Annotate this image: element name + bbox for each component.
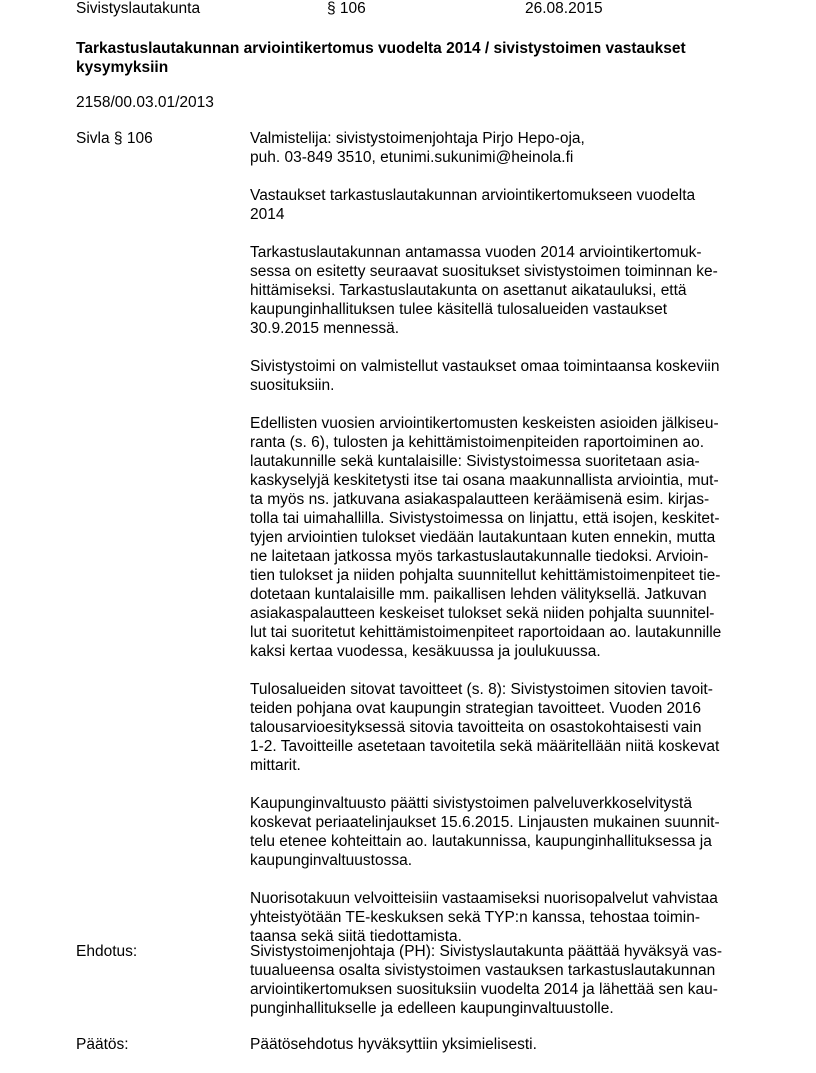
text-line: tien tulokset ja niiden pohjalta suunnitellut kehittämistoimenpiteet tie- — [250, 567, 721, 584]
proposal-body — [250, 942, 770, 1037]
text-line: ne laitetaan jatkossa myös tarkastuslautakunnalle tiedoksi. Arvioin- — [250, 548, 709, 565]
paragraph — [250, 889, 770, 946]
text-line: puh. 03-849 3510, etunimi.sukunimi@heinola.fi — [250, 149, 574, 166]
title-line: kysymyksiin — [76, 59, 169, 76]
text-line: asiakaspalautteen keskeiset tulokset sekä niiden pohjalta suunnitel- — [250, 605, 715, 622]
text-line: ranta (s. 6), tulosten ja kehittämistoimenpiteiden raportoiminen ao. — [250, 434, 705, 451]
text-line: Sivistystoimi on valmistellut vastaukset omaa toimintaansa koskeviin — [250, 358, 720, 375]
decision-body — [250, 1035, 770, 1073]
text-line: mittarit. — [250, 757, 301, 774]
text-line: 2014 — [250, 206, 285, 223]
text-line: arviointikertomuksen suosituksiin vuodelta 2014 ja lähettää sen kau- — [250, 981, 718, 998]
paragraph — [250, 357, 770, 395]
proposal-text — [250, 942, 770, 1018]
text-line: Valmistelija: sivistystoimenjohtaja Pirjo Hepo-oja, — [250, 130, 585, 147]
text-line: tyjen arviointien tulokset viedään lautakuntaan kuten ennekin, mutta — [250, 529, 716, 546]
text-line: kaskyselyjä keskitetysti itse tai osana maakunnallista arviointia, mut- — [250, 472, 719, 489]
text-line: kaupunginhallituksen tulee käsitellä tulosalueiden vastaukset — [250, 301, 668, 318]
document-title — [76, 39, 776, 77]
text-line: 1-2. Tavoitteille asetetaan tavoitetila sekä määritellään niitä koskevat — [250, 738, 720, 755]
text-line: dotetaan kuntalaisille mm. paikallisen lehden välityksellä. Jatkuvan — [250, 586, 707, 603]
text-line: yhteistyötään TE-keskuksen sekä TYP:n kanssa, tehostaa toimin- — [250, 909, 701, 926]
text-line: teiden pohjana ovat kaupungin strategian tavoitteet. Vuoden 2016 — [250, 700, 701, 717]
main-section-label: Sivla § 106 — [76, 130, 153, 147]
text-line: Vastaukset tarkastuslautakunnan arviointikertomukseen vuodelta — [250, 187, 696, 204]
paragraph — [250, 414, 770, 661]
text-line: lut tai suoritetut kehittämistoimenpiteet raportoidaan ao. lautakunnille — [250, 624, 722, 641]
text-line: suosituksiin. — [250, 377, 335, 394]
decision-text — [250, 1035, 770, 1054]
text-line: Päätösehdotus hyväksyttiin yksimielisesti. — [250, 1036, 537, 1053]
header-organization: Sivistyslautakunta — [76, 0, 201, 17]
text-line: 30.9.2015 mennessä. — [250, 320, 400, 337]
text-line: Tulosalueiden sitovat tavoitteet (s. 8): Sivistystoimen sitovien tavoit- — [250, 681, 713, 698]
text-line: tolla tai uimahallilla. Sivistystoimessa on linjattu, että isojen, keskitet- — [250, 510, 720, 527]
paragraph — [250, 129, 770, 167]
text-line: kaksi kertaa vuodessa, kesäkuussa ja joulukuussa. — [250, 643, 601, 660]
text-line: Nuorisotakuun velvoitteisiin vastaamiseksi nuorisopalvelut vahvistaa — [250, 890, 718, 907]
text-line: ta myös ns. jatkuvana asiakaspalautteen keräämisenä esim. kirjas- — [250, 491, 710, 508]
header-date: 26.08.2015 — [525, 0, 603, 17]
text-line: Edellisten vuosien arviointikertomusten keskeisten asioiden jälkiseu- — [250, 415, 719, 432]
paragraph — [250, 680, 770, 775]
text-line: Sivistystoimenjohtaja (PH): Sivistyslautakunta päättää hyväksyä vas- — [250, 943, 723, 960]
text-line: talousarvioesityksessä sitovia tavoitteita on osastokohtaisesti vain — [250, 719, 702, 736]
paragraph — [250, 243, 770, 338]
text-line: hittämiseksi. Tarkastuslautakunta on asettanut aikatauluksi, että — [250, 282, 687, 299]
title-line: Tarkastuslautakunnan arviointikertomus vuodelta 2014 / sivistystoimen vastaukset — [76, 40, 686, 57]
paragraph — [250, 186, 770, 224]
page-header — [76, 0, 776, 19]
text-line: sessa on esitetty seuraavat suositukset sivistystoimen toiminnan ke- — [250, 263, 718, 280]
text-line: tuualueensa osalta sivistystoimen vastauksen tarkastuslautakunnan — [250, 962, 716, 979]
diary-number: 2158/00.03.01/2013 — [76, 94, 214, 111]
main-section-body — [250, 129, 770, 965]
text-line: telu etenee kohteittain ao. lautakunnissa, kaupunginhallituksessa ja — [250, 833, 712, 850]
header-section: § 106 — [327, 0, 366, 17]
text-line: lautakunnille sekä kuntalaisille: Sivistystoimessa suoritetaan asia- — [250, 453, 700, 470]
text-line: Tarkastuslautakunnan antamassa vuoden 2014 arviointikertomuk- — [250, 244, 702, 261]
text-line: taansa sekä siitä tiedottamista. — [250, 928, 462, 945]
text-line: koskevat periaatelinjaukset 15.6.2015. Linjausten mukainen suunnit- — [250, 814, 720, 831]
proposal-label: Ehdotus: — [76, 943, 138, 960]
text-line: kaupunginvaltuustossa. — [250, 852, 413, 869]
text-line: punginhallitukselle ja edelleen kaupunginvaltuustolle. — [250, 1000, 614, 1017]
paragraph — [250, 794, 770, 870]
decision-label: Päätös: — [76, 1036, 129, 1053]
text-line: Kaupunginvaltuusto päätti sivistystoimen palveluverkkoselvitystä — [250, 795, 692, 812]
